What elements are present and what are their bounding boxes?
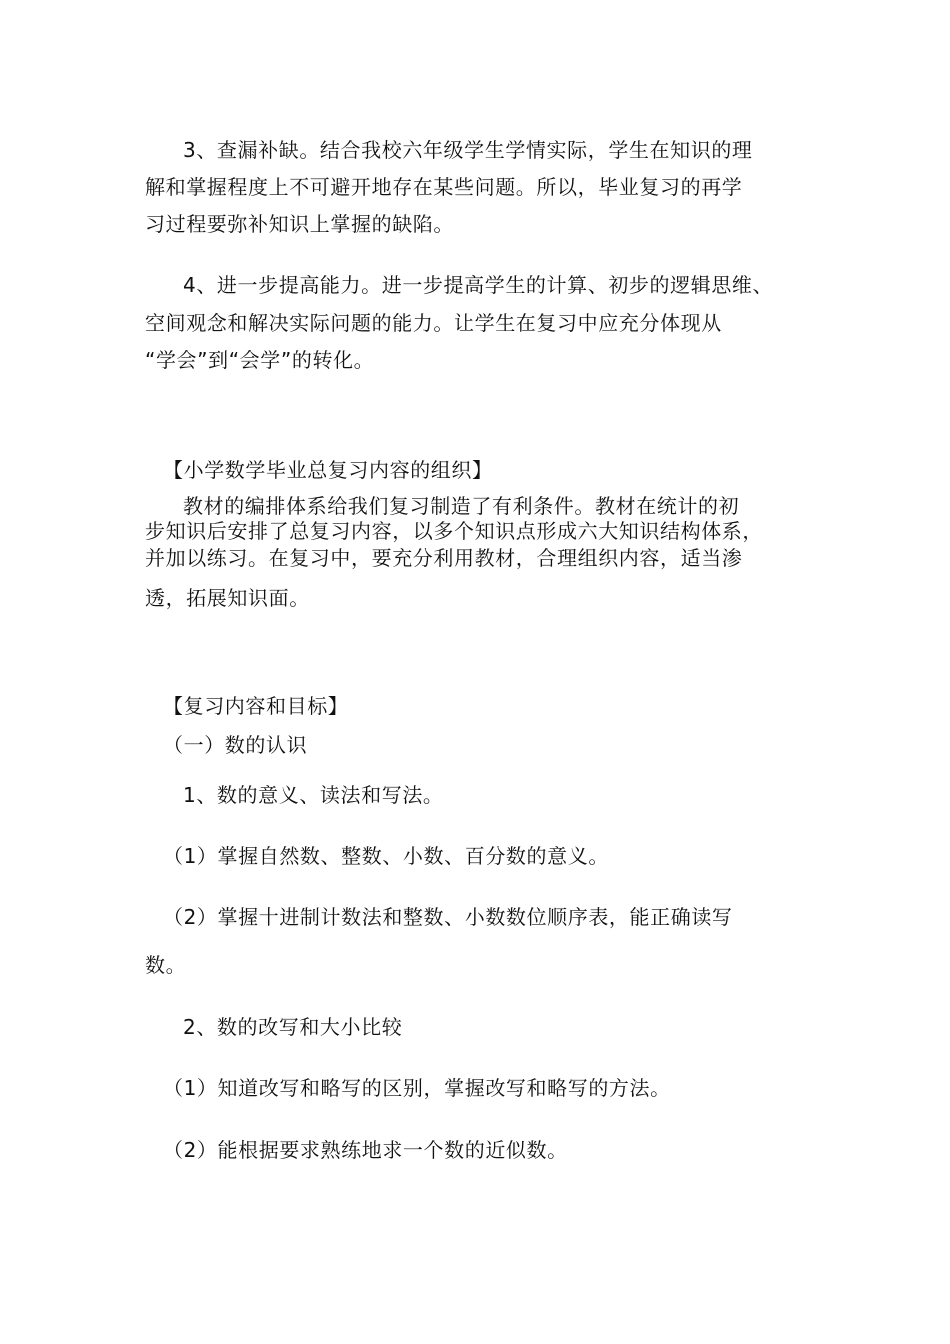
goal-item-1: 1、数的意义、读法和写法。 (183, 783, 444, 807)
subheading-number-recognition: （一）数的认识 (163, 733, 308, 757)
paragraph-4-line-3: “学会”到“会学”的转化。 (145, 348, 375, 372)
section-heading-goals: 【复习内容和目标】 (163, 694, 349, 718)
organization-line-2: 步知识后安排了总复习内容，以多个知识点形成六大知识结构体系， (145, 519, 763, 543)
goal-item-2: 2、数的改写和大小比较 (183, 1015, 403, 1039)
organization-line-3: 并加以练习。在复习中，要充分利用教材，合理组织内容，适当渗 (145, 546, 743, 570)
paragraph-4-line-1: 4、进一步提高能力。进一步提高学生的计算、初步的逻辑思维、 (183, 273, 774, 297)
section-heading-organization: 【小学数学毕业总复习内容的组织】 (163, 458, 493, 482)
goal-item-1-2-line-2: 数。 (145, 953, 187, 977)
goal-item-1-2-line-1: （2）掌握十进制计数法和整数、小数数位顺序表，能正确读写 (163, 905, 733, 929)
organization-line-1: 教材的编排体系给我们复习制造了有利条件。教材在统计的初 (183, 494, 740, 518)
paragraph-3-line-2: 解和掌握程度上不可避开地存在某些问题。所以，毕业复习的再学 (145, 175, 743, 199)
paragraph-3-line-3: 习过程要弥补知识上掌握的缺陷。 (145, 212, 454, 236)
goal-item-2-1: （1）知道改写和略写的区别，掌握改写和略写的方法。 (163, 1076, 671, 1100)
paragraph-3-line-1: 3、查漏补缺。结合我校六年级学生学情实际，学生在知识的理 (183, 138, 753, 162)
goal-item-2-2: （2）能根据要求熟练地求一个数的近似数。 (163, 1138, 568, 1162)
goal-item-1-1: （1）掌握自然数、整数、小数、百分数的意义。 (163, 844, 609, 868)
organization-line-4: 透，拓展知识面。 (145, 586, 310, 610)
paragraph-4-line-2: 空间观念和解决实际问题的能力。让学生在复习中应充分体现从 (145, 311, 722, 335)
